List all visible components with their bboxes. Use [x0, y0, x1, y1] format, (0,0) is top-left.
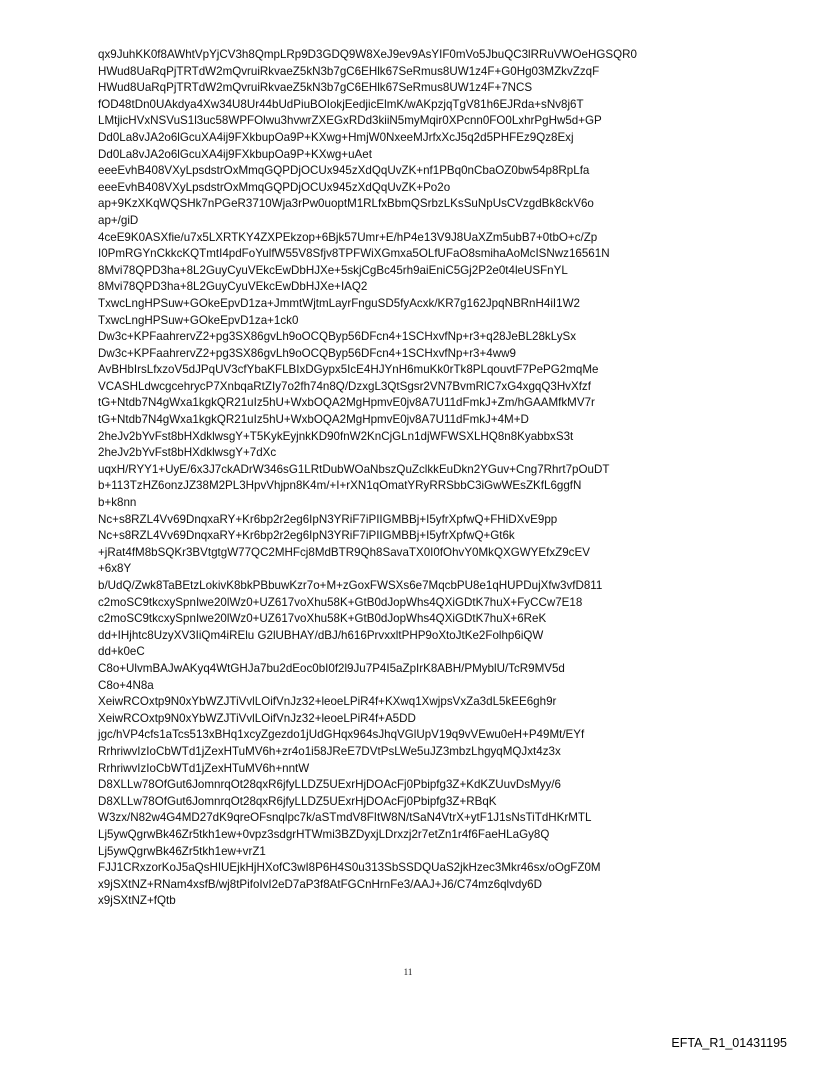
text-line: b/UdQ/Zwk8TaBEtzLokivK8bkPBbuwKzr7o+M+zGoxFWSXs6e7MqcbPU8e1qHUPDujXfw3vfD811 [98, 579, 603, 592]
text-line: tG+Ntdb7N4gWxa1kgkQR21uIz5hU+WxbOQA2MgHpmvE0jv8A7U11dFmkJ+4M+D [98, 413, 529, 427]
text-line: W3zx/N82w4G4MD27dK9qreOFsnqlpc7k/aSTmdV8FItW8N/tSaN4VtrX+ytF1J1sNsTiTdHKrMTL [98, 811, 592, 825]
text-line: ap+9KzXKqWQSHk7nPGeR3710Wja3rPw0uoptM1RLfxBbmQSrbzLKsSuNpUsCVzgdBk8ckV6o [98, 197, 594, 211]
text-line: AvBHbIrsLfxzoV5dJPqUV3cfYbaKFLBIxDGypx5IcE4HJYnH6muKk0rTk8PLqouvtF7PePG2mqMe [98, 363, 599, 377]
text-line: b+k8nn [98, 496, 137, 510]
text-line: Dd0La8vJA2o6lGcuXA4ij9FXkbupOa9P+KXwg+HmjW0NxeeMJrfxXcJ5q2d5PHFEz9Qz8Exj [98, 130, 574, 144]
text-line: eeeEvhB408VXyLpsdstrOxMmqGQPDjOCUx945zXdQqUvZK+nf1PBq0nCbaOZ0bw54p8RpLfa [98, 164, 590, 178]
text-line: 2heJv2bYvFst8bHXdklwsgY+T5KykEyjnkKD90fnW2KnCjGLn1djWFWSXLHQ8n8KyabbxS3t [98, 429, 574, 443]
text-line: jgc/hVP4cfs1aTcs513xBHq1xcyZgezdo1jUdGHqx964sJhqVGlUpV19q9vVEwu0eH+P49Mt/EYf [98, 728, 585, 742]
text-line: C8o+UlvmBAJwAKyq4WtGHJa7bu2dEoc0bI0f2l9Ju7P4I5aZpIrK8ABH/PMyblU/TcR9MV5d [98, 661, 565, 675]
text-line: HWud8UaRqPjTRTdW2mQvruiRkvaeZ5kN3b7gC6EHlk67SeRmus8UW1z4F+G0Hg03MZkvZzqF [98, 64, 600, 78]
text-line: x9jSXtNZ+fQtb [98, 894, 176, 908]
text-line: RrhriwvIzIoCbWTd1jZexHTuMV6h+zr4o1i58JReE7DVtPsLWe5uJZ3mbzLhgyqMQJxt4z3x [98, 744, 561, 758]
text-line: 2heJv2bYvFst8bHXdklwsgY+7dXc [98, 446, 277, 460]
text-line: fOD48tDn0UAkdya4Xw34U8Ur44bUdPiuBOIokjEedjicElmK/wAKpzjqTgV81h6EJRda+sNv8j6T [98, 97, 584, 111]
text-line: +6x8Y [98, 562, 132, 576]
text-line: LMtjicHVxNSVuS1l3uc58WPFOlwu3hvwrZXEGxRDd3kiiN5myMqir0XPcnn0FO0LxhrPgHw5d+GP [98, 114, 602, 128]
text-line: Dw3c+KPFaahrervZ2+pg3SX86gvLh9oOCQByp56DFcn4+1SCHxvfNp+r3+4ww9 [98, 346, 516, 360]
text-line: VCASHLdwcgcehrycP7XnbqaRtZIy7o2fh74n8Q/DzxgL3QtSgsr2VN7BvmRlC7xG4xgqQ3HvXfzf [98, 379, 591, 393]
text-line: qx9JuhKK0f8AWhtVpYjCV3h8QmpLRp9D3GDQ9W8XeJ9ev9AsYIF0mVo5JbuQC3lRRuVWOeHGSQR0 [98, 48, 637, 61]
text-line: Lj5ywQgrwBk46Zr5tkh1ew+vrZ1 [98, 844, 266, 858]
text-line: XeiwRCOxtp9N0xYbWZJTiVvlLOifVnJz32+leoeLPiR4f+A5DD [98, 711, 416, 725]
text-line: HWud8UaRqPjTRTdW2mQvruiRkvaeZ5kN3b7gC6EHlk67SeRmus8UW1z4F+7NCS [98, 81, 533, 95]
encoded-text-block [98, 47, 748, 910]
text-line: eeeEvhB408VXyLpsdstrOxMmqGQPDjOCUx945zXdQqUvZK+Po2o [98, 180, 451, 194]
text-line: tG+Ntdb7N4gWxa1kgkQR21uIz5hU+WxbOQA2MgHpmvE0jv8A7U11dFmkJ+Zm/hGAAMfkMV7r [98, 396, 595, 410]
text-line: x9jSXtNZ+RNam4xsfB/wj8tPifoIvI2eD7aP3f8AtFGCnHrnFe3/AAJ+J6/C74mz6qlvdy6D [98, 877, 542, 891]
text-line: dd+k0eC [98, 645, 145, 659]
text-line: 8Mvi78QPD3ha+8L2GuyCyuVEkcEwDbHJXe+IAQ2 [98, 280, 368, 294]
text-line: RrhriwvIzIoCbWTd1jZexHTuMV6h+nntW [98, 761, 310, 775]
text-line: ap+/giD [98, 213, 139, 227]
text-line: C8o+4N8a [98, 678, 154, 692]
text-line: D8XLLw78OfGut6JomnrqOt28qxR6jfyLLDZ5UExrHjDOAcFj0Pbipfg3Z+KdKZUuvDsMyy/6 [98, 778, 561, 792]
text-line: uqxH/RYY1+UyE/6x3J7ckADrW346sG1LRtDubWOaNbszQuZclkkEuDkn2YGuv+Cng7Rhrt7pOuDT [98, 462, 610, 476]
text-line: D8XLLw78OfGut6JomnrqOt28qxR6jfyLLDZ5UExrHjDOAcFj0Pbipfg3Z+RBqK [98, 794, 497, 808]
text-line: c2moSC9tkcxySpnIwe20lWz0+UZ617voXhu58K+GtB0dJopWhs4QXiGDtK7huX+FyCCw7E18 [98, 595, 583, 609]
text-line: Dw3c+KPFaahrervZ2+pg3SX86gvLh9oOCQByp56DFcn4+1SCHxvfNp+r3+q28JeBL28kLySx [98, 330, 577, 344]
text-line: I0PmRGYnCkkcKQTmtI4pdFoYulfW55V8Sfjv8TPFWiXGmxa5OLfUFaO8smihaAoMcISNwz16561N [98, 247, 610, 261]
text-line: 8Mvi78QPD3ha+8L2GuyCyuVEkcEwDbHJXe+5skjCgBc45rh9aiEniC5Gj2P2e0t4leUSFnYL [98, 263, 568, 277]
text-line: XeiwRCOxtp9N0xYbWZJTiVvlLOifVnJz32+leoeLPiR4f+KXwq1XwjpsVxZa3dL5kEE6gh9r [98, 695, 557, 709]
text-line: 4ceE9K0ASXfie/u7x5LXRTKY4ZXPEkzop+6Bjk57Umr+E/hP4e13V9J8UaXZm5ubB7+0tbO+c/Zp [98, 230, 598, 244]
text-line: Nc+s8RZL4Vv69DnqxaRY+Kr6bp2r2eg6IpN3YRiF7iPIIGMBBj+I5yfrXpfwQ+FHiDXvE9pp [98, 512, 558, 526]
text-line: TxwcLngHPSuw+GOkeEpvD1za+1ck0 [98, 313, 299, 327]
text-line: b+113TzHZ6onzJZ38M2PL3HpvVhjpn8K4m/+I+rXN1qOmatYRyRRSbbC3iGwWEsZKfL6ggfN [98, 479, 582, 493]
text-line: Lj5ywQgrwBk46Zr5tkh1ew+0vpz3sdgrHTWmi3BZDyxjLDrxzj2r7etZn1r4f6FaeHLaGy8Q [98, 827, 550, 841]
document-id-stamp: EFTA_R1_01431195 [671, 1036, 787, 1050]
text-line: +jRat4fM8bSQKr3BVtgtgW77QC2MHFcj8MdBTR9Qh8SavaTX0I0fOhvY0MkQXGWYEfxZ9cEV [98, 545, 590, 559]
text-line: dd+IHjhtc8UzyXV3IiQm4iRElu G2lUBHAY/dBJ/h616PrvxxltPHP9oXtoJtKe2Folhp6iQW [98, 628, 544, 642]
text-line: c2moSC9tkcxySpnIwe20lWz0+UZ617voXhu58K+GtB0dJopWhs4QXiGDtK7huX+6ReK [98, 612, 547, 626]
text-line: Dd0La8vJA2o6lGcuXA4ij9FXkbupOa9P+KXwg+uAet [98, 147, 372, 161]
text-line: TxwcLngHPSuw+GOkeEpvD1za+JmmtWjtmLayrFnguSD5fyAcxk/KR7g162JpqNBRnH4iI1W2 [98, 296, 580, 310]
text-line: Nc+s8RZL4Vv69DnqxaRY+Kr6bp2r2eg6IpN3YRiF7iPIIGMBBj+I5yfrXpfwQ+Gt6k [98, 529, 515, 543]
page-number: 11 [403, 967, 413, 977]
text-line: FJJ1CRxzorKoJ5aQsHIUEjkHjHXofC3wI8P6H4S0u313SbSSDQUaS2jkHzec3Mkr46sx/oOgFZ0M [98, 861, 601, 875]
